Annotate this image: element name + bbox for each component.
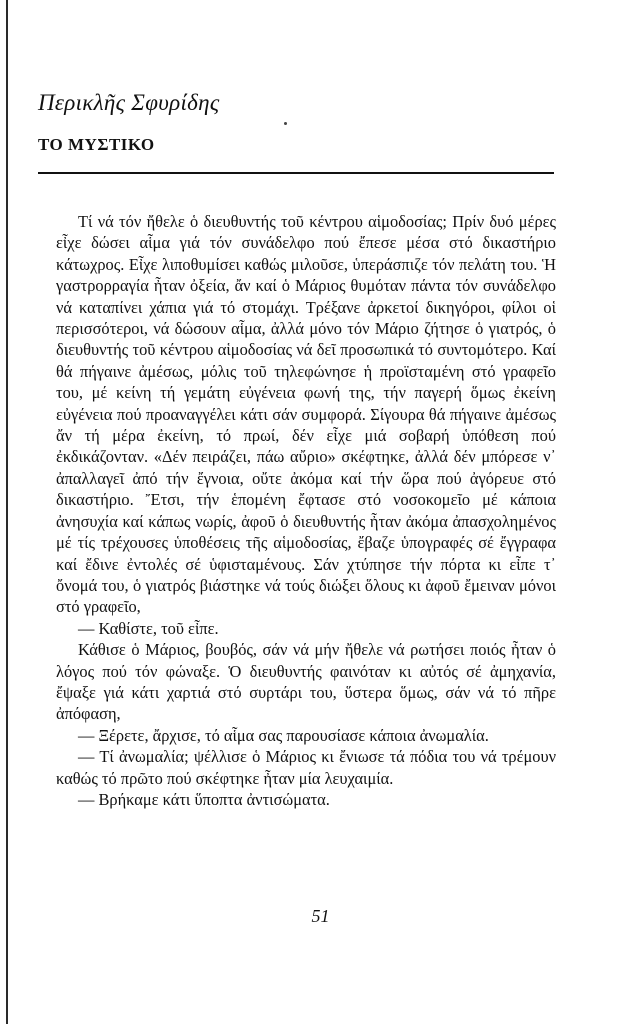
paragraph: — Βρήκαμε κάτι ὕποπτα ἀντισώματα. (78, 789, 330, 809)
title-divider (38, 172, 554, 174)
story-body (56, 211, 556, 810)
author-name: Περικλῆς Σφυρίδης (38, 90, 220, 115)
paragraph: Τί νά τόν ἤθελε ὁ διευθυντής τοῦ κέντρου αἱμοδοσίας; Πρίν δυό μέρες εἶχε δώσει αἷμα γιά τόν συνάδελφο πού ἔπεσε μέσα στό δικαστήριο κάτωχρος. Εἶχε λιποθυμίσει καθώς μιλοῦσε, ὑπεράσπιζε τόν πελάτη του. Ἡ γαστρορραγία ἦταν ὀξεία, ἄν καί ὁ Μάριος θυμόταν πάντα τόν συνάδελφο νά καταπίνει χάπια γιά τό στομάχι. Τρέξανε ἀρκετοί δικηγόροι, φίλοι οἱ περισσότεροι, νά δώσουν αἷμα, ἀλλά μόνο τόν Μάριο ζήτησε ὁ γιατρός, ὁ διευθυντής τοῦ κέντρου αἱμοδοσίας νά δεῖ προσωπικά τό συντομότερο. Καί θά πήγαινε ἀμέσως, μόλις τοῦ τηλεφώνησε ἡ προϊσταμένη στό γραφεῖο του, μέ κείνη τή γεμάτη εὐγένεια φωνή της, τήν παγερή ὅμως ἐκείνη εὐγένεια πού προαναγγέλει κάτι σάν συμφορά. Σίγουρα θά πήγαινε ἀμέσως ἄν τή μέρα ἐκείνη, τό πρωί, δέν εἶχε μιά σοβαρή ὑπόθεση πού ἐκδικάζονταν. «Δέν πειράζει, πάω αὔριο» σκέφτηκε, ἀλλά δέν μπόρεσε ν᾿ ἀπαλλαγεῖ ἀπό τήν ἔγνοια, οὔτε ἀκόμα καί τήν ὥρα πού ἀγόρευε στό δικαστήριο. Ἔτσι, τήν ἑπομένη ἔφτασε στό νοσοκομεῖο μέ κάποια ἀνησυχία καί κάπως νωρίς, ἀφοῦ ὁ διευθυντής ἦταν ἀκόμα ἀπασχολημένος μέ τίς τρέχουσες ὑποθέσεις τῆς αἱμοδοσίας, ἔβαζε ὑπογραφές σέ ἔγγραφα καί ἔδινε ἐντολές σέ ὑφισταμένους. Σάν χτύπησε τήν πόρτα κι εἶπε τ᾿ ὄνομά του, ὁ γιατρός βιάστηκε νά τούς διώξει ὅλους κι ἀφοῦ ἔμειναν μόνοι στό γραφεῖο, (56, 212, 556, 617)
story-title: ΤΟ ΜΥΣΤΙΚΟ (38, 135, 155, 154)
page-number: 51 (311, 906, 330, 926)
paragraph: Κάθισε ὁ Μάριος, βουβός, σάν νά μήν ἤθελε νά ρωτήσει ποιός ἦταν ὁ λόγος πού τόν φώναξε. Ὁ διευθυντής φαινόταν κι αὐτός σέ ἀμηχανία, ἔψαξε γιά κάτι χαρτιά στό συρτάρι του, ὕστερα ὅμως, σάν νά τό πῆρε ἀπόφαση, (56, 640, 556, 724)
page-edge-shadow (6, 0, 8, 1024)
paragraph: — Τί ἀνωμαλία; ψέλλισε ὁ Μάριος κι ἔνιωσε τά πόδια του νά τρέμουν καθώς τό πρῶτο πού σκέφτηκε ἦταν μία λευχαιμία. (56, 747, 556, 788)
print-speck (284, 122, 287, 125)
paragraph: — Καθίστε, τοῦ εἶπε. (78, 618, 219, 638)
paragraph: — Ξέρετε, ἄρχισε, τό αἷμα σας παρουσίασε κάποια ἀνωμαλία. (78, 725, 489, 745)
